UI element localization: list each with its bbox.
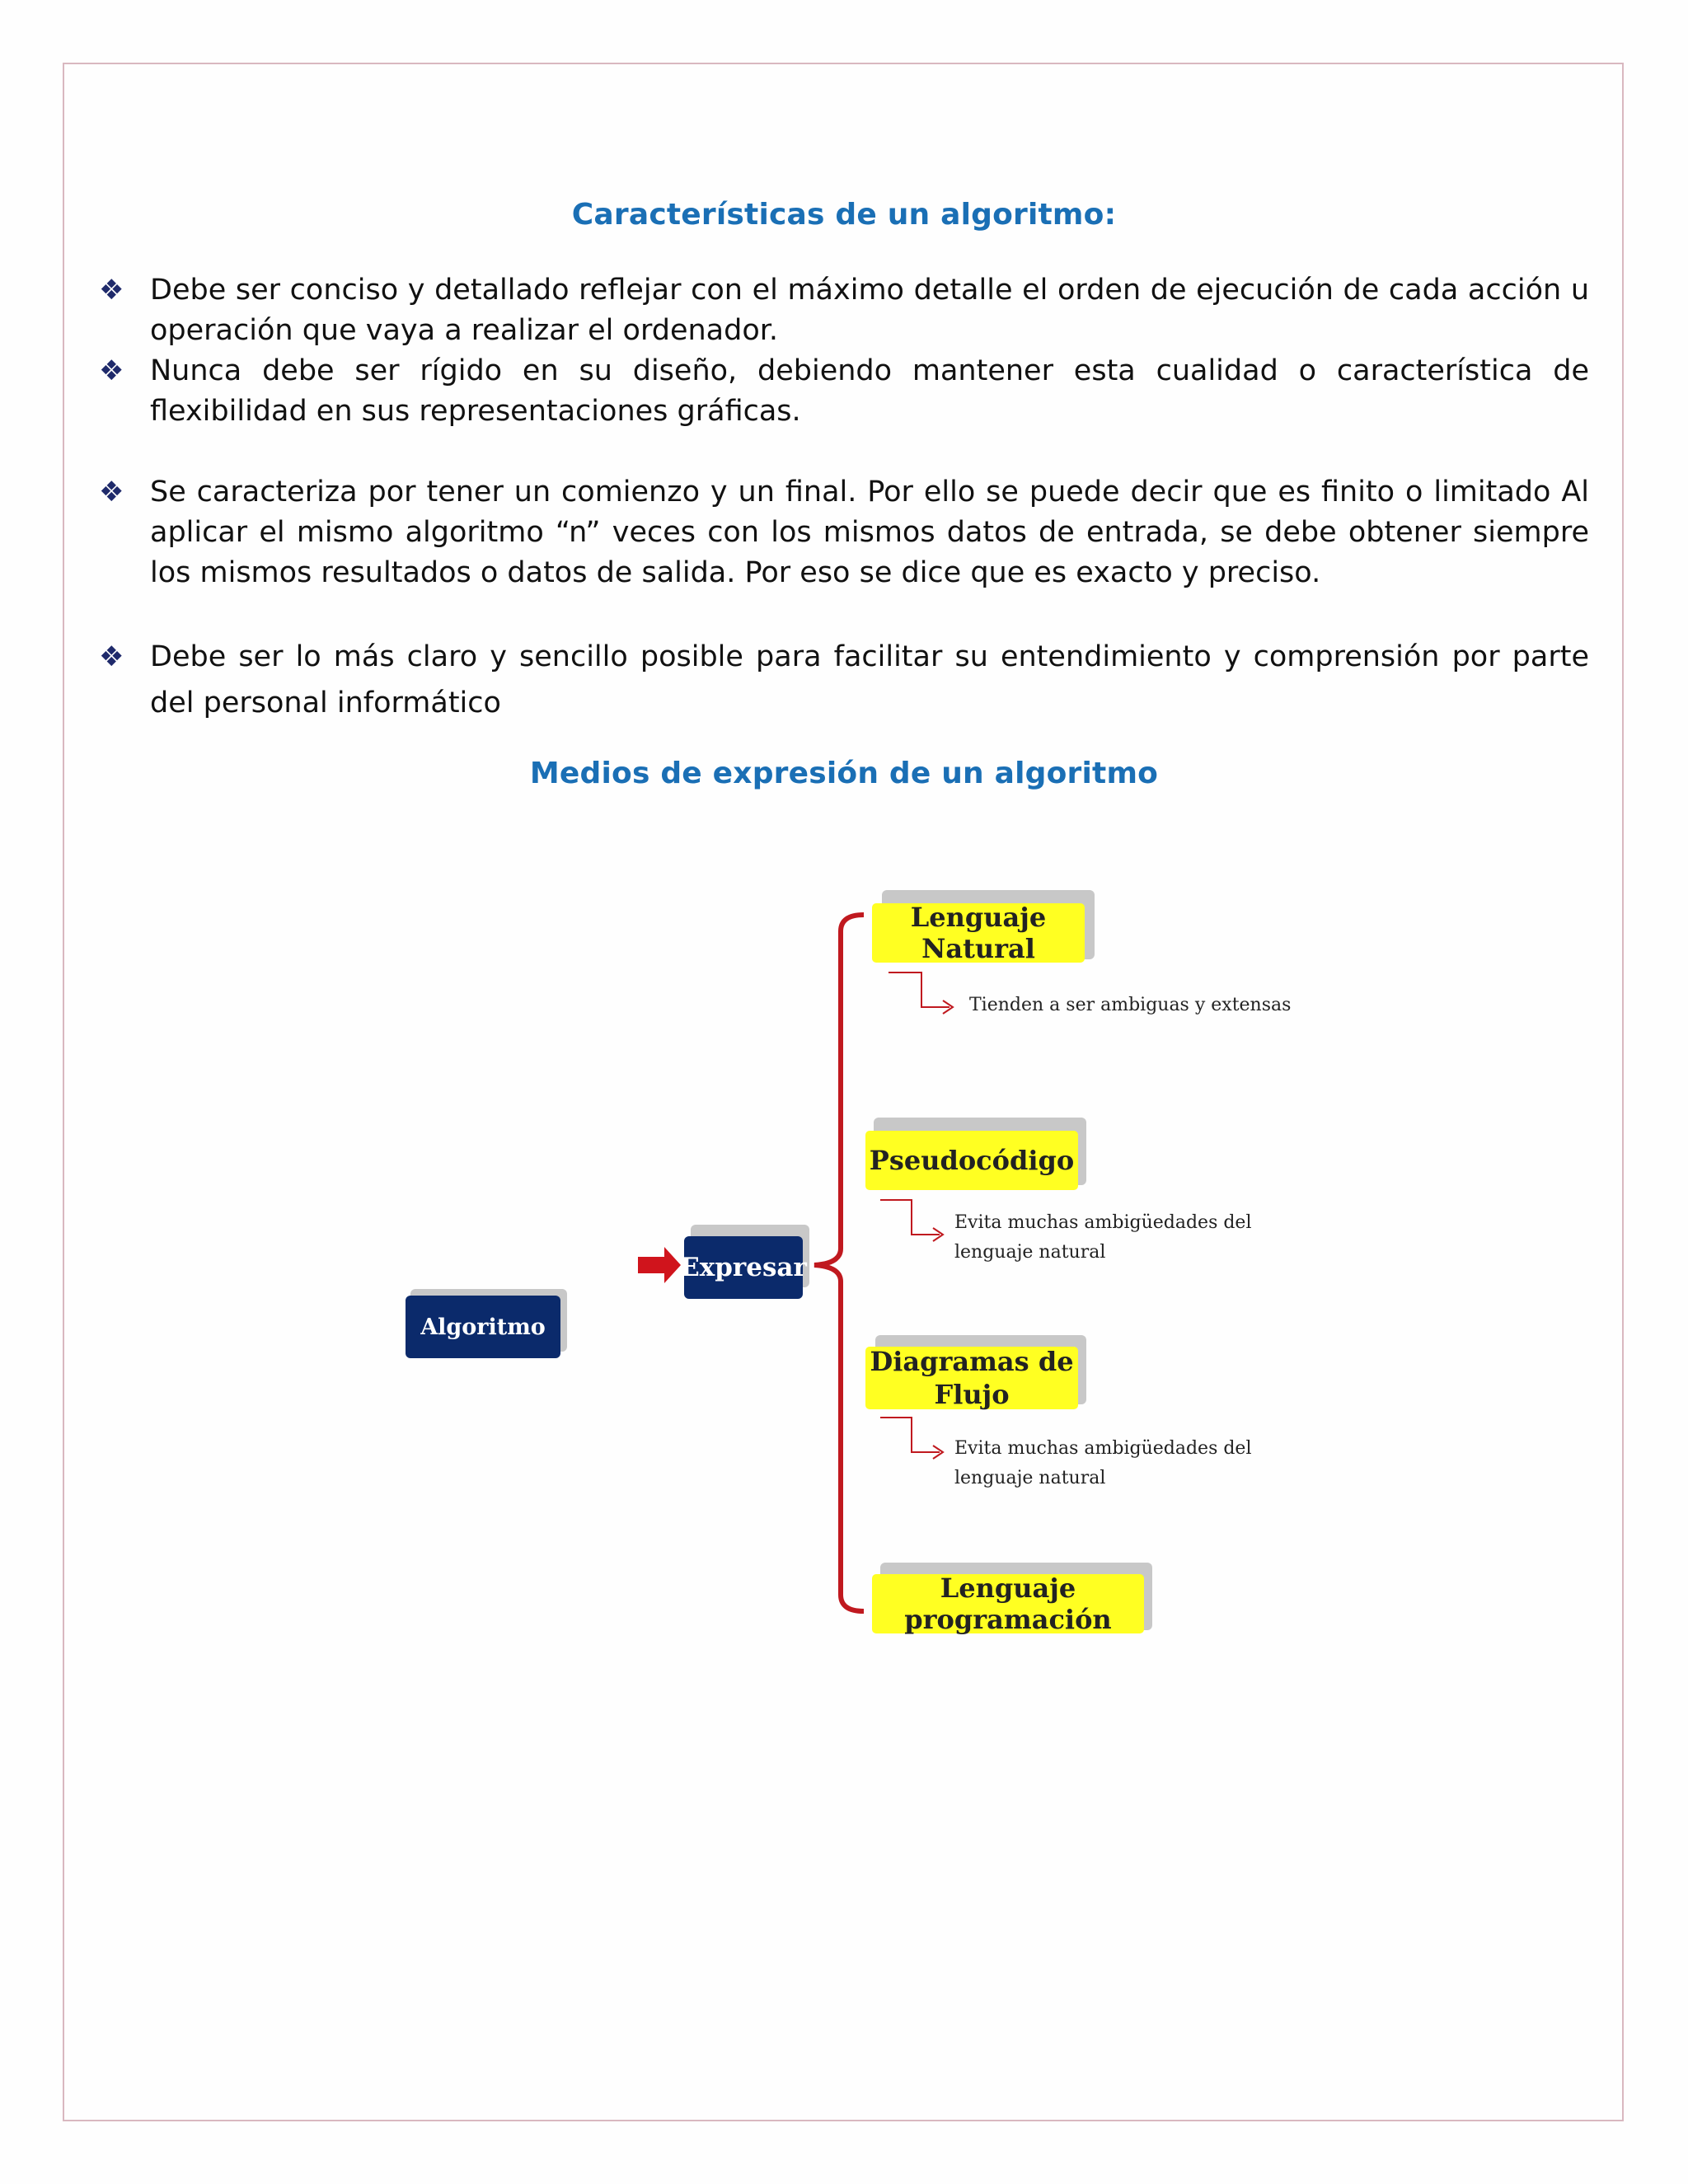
section-title-characteristics: Características de un algoritmo: xyxy=(571,198,1117,232)
note-line: Evita muchas ambigüedades del xyxy=(954,1212,1252,1233)
elbow-connector xyxy=(889,972,950,1007)
note-diagramas xyxy=(954,1434,1252,1493)
note-line: lenguaje natural xyxy=(954,1468,1106,1488)
node-label-line: Diagramas de xyxy=(870,1346,1074,1377)
diamond-bullet-icon: ❖ xyxy=(99,476,124,509)
node-expresar: Expresar xyxy=(684,1236,803,1299)
bullet-text: Se caracteriza por tener un comienzo y un final. Por ello se puede decir que es finito o limitado Al aplicar el mismo algoritmo “n” veces con los mismos datos de entrada, se debe obtener siempre los mismos resultados o datos de salida. Por eso se dice que es exacto y preciso. xyxy=(150,476,1589,589)
node-lenguaje-natural: Lenguaje Natural xyxy=(872,903,1085,963)
red-arrow-icon xyxy=(638,1247,681,1283)
elbow-connector xyxy=(880,1418,940,1452)
note-line: lenguaje natural xyxy=(954,1242,1106,1263)
bullet-text: Debe ser lo más claro y sencillo posible para facilitar su entendimiento y comprensión por parte del personal informático xyxy=(150,640,1589,719)
section-title-means: Medios de expresión de un algoritmo xyxy=(529,757,1159,790)
bullet-text: Debe ser conciso y detallado reflejar con el máximo detalle el orden de ejecución de cada acción u operación que vaya a realizar el ordenador. xyxy=(150,274,1589,347)
note-lenguaje-natural: Tienden a ser ambiguas y extensas xyxy=(969,995,1292,1015)
node-pseudocodigo: Pseudocódigo xyxy=(865,1131,1078,1190)
note-line: Evita muchas ambigüedades del xyxy=(954,1438,1252,1459)
diamond-bullet-icon: ❖ xyxy=(99,274,124,307)
bracket-line xyxy=(814,915,864,1611)
node-algoritmo: Algoritmo xyxy=(406,1296,560,1358)
node-lenguaje-programacion: Lenguaje programación xyxy=(872,1574,1144,1633)
note-pseudocodigo xyxy=(954,1208,1252,1268)
node-label-line: Flujo xyxy=(934,1379,1010,1410)
elbow-connector xyxy=(880,1200,940,1235)
diamond-bullet-icon: ❖ xyxy=(99,640,124,673)
bullet-text: Nunca debe ser rígido en su diseño, debiendo mantener esta cualidad o característica de flexibilidad en sus representaciones gráficas. xyxy=(150,354,1589,428)
diamond-bullet-icon: ❖ xyxy=(99,354,124,387)
node-diagramas-de-flujo xyxy=(865,1347,1078,1409)
